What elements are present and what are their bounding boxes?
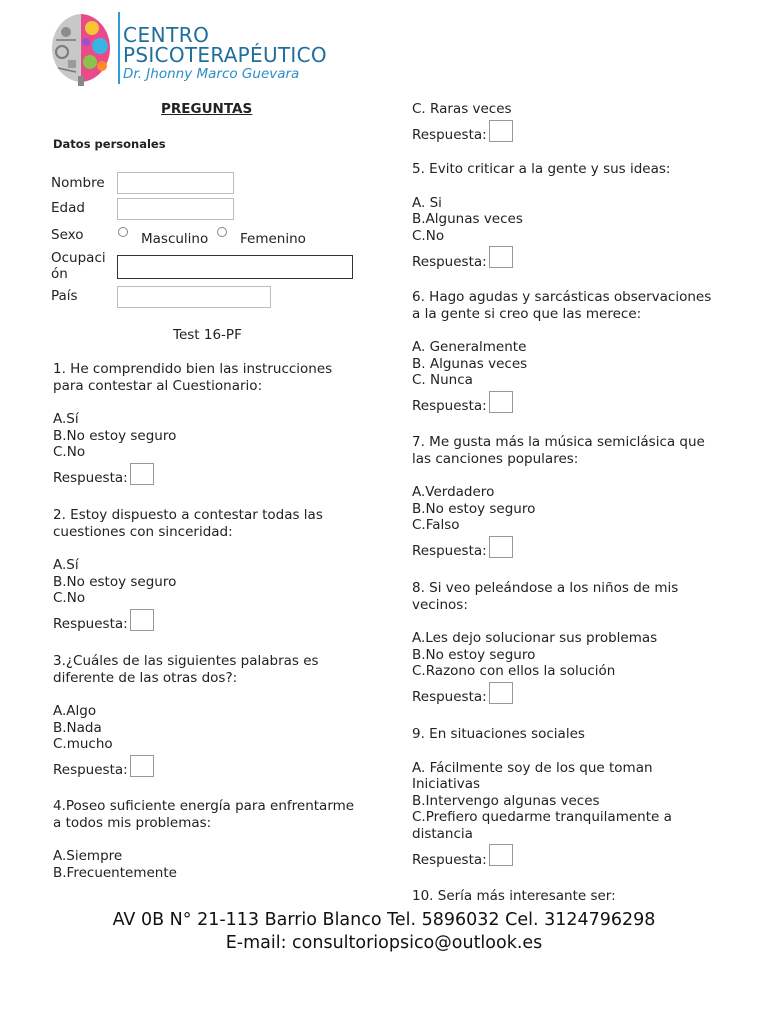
response-box-5[interactable] [489, 246, 513, 268]
option-c-continued: distancia [412, 825, 473, 842]
ocupacion-label [51, 250, 106, 282]
edad-field[interactable] [117, 198, 234, 220]
response-label: Respuesta: [53, 616, 128, 632]
response-label: Respuesta: [412, 398, 487, 414]
option-a: A. Generalmente [412, 339, 527, 355]
option-a-continued: Iniciativas [412, 776, 481, 792]
response-label: Respuesta: [53, 762, 128, 778]
option-b: B.No estoy seguro [53, 573, 177, 590]
option-c: C. Nunca [412, 372, 473, 388]
option-a: A.Les dejo solucionar sus problemas [412, 630, 658, 646]
response-box-6[interactable] [489, 391, 513, 413]
question-text: 4.Poseo suficiente energía para enfrentarme [53, 798, 355, 814]
question-9 [412, 726, 742, 868]
question-text: 6. Hago agudas y sarcásticas observaciones [412, 289, 712, 305]
question-4 [53, 798, 383, 881]
option-b: B.No estoy seguro [412, 646, 536, 663]
edad-label: Edad [51, 200, 85, 216]
response-box-3[interactable] [130, 755, 154, 777]
option-a: A. Fácilmente soy de los que toman [412, 759, 653, 776]
ocupacion-label-part1: Ocupaci [51, 250, 106, 266]
option-a: A. Si [412, 194, 442, 211]
question-1 [53, 361, 383, 487]
option-c: C.Prefiero quedarme tranquilamente a [412, 809, 672, 825]
question-8 [412, 580, 742, 706]
question-text: las canciones populares: [412, 450, 579, 467]
question-3 [53, 653, 383, 779]
question-4-continued [412, 101, 742, 144]
question-text: 10. Sería más interesante ser: [412, 888, 616, 904]
brand-line-1: CENTRO [123, 23, 210, 47]
ocupacion-label-part2: ón [51, 266, 68, 282]
logo-divider [118, 12, 120, 84]
question-text: 8. Si veo peleándose a los niños de mis [412, 580, 679, 596]
nombre-label: Nombre [51, 175, 105, 191]
pais-field[interactable] [117, 286, 271, 308]
option-a: A.Sí [53, 411, 79, 427]
option-b: B.No estoy seguro [53, 427, 177, 444]
response-label: Respuesta: [53, 470, 128, 486]
question-text: para contestar al Cuestionario: [53, 377, 263, 394]
option-b: B.Frecuentemente [53, 864, 177, 881]
question-text: 5. Evito criticar a la gente y sus ideas: [412, 161, 671, 177]
option-c: C.mucho [53, 736, 113, 752]
nombre-field[interactable] [117, 172, 234, 194]
option-a: A.Algo [53, 703, 97, 719]
test-title: Test 16-PF [173, 327, 242, 343]
question-text: 2. Estoy dispuesto a contestar todas las [53, 507, 323, 523]
page-title: PREGUNTAS [161, 101, 253, 117]
footer-address: AV 0B N° 21-113 Barrio Blanco Tel. 5896032 Cel. 3124796298 [112, 910, 656, 930]
option-c: C.No [412, 227, 445, 244]
question-text: vecinos: [412, 596, 468, 613]
pais-label: País [51, 288, 78, 304]
option-b: B.Intervengo algunas veces [412, 792, 600, 809]
response-box-2[interactable] [130, 609, 154, 631]
option-a: A.Siempre [53, 848, 123, 864]
footer-email: E-mail: consultoriopsico@outlook.es [225, 933, 543, 953]
response-label: Respuesta: [412, 543, 487, 559]
option-b: B. Algunas veces [412, 355, 528, 372]
question-7 [412, 434, 742, 560]
response-box-9[interactable] [489, 844, 513, 866]
masculino-label: Masculino [141, 231, 209, 247]
question-text: cuestiones con sinceridad: [53, 523, 233, 540]
sexo-label: Sexo [51, 227, 84, 243]
brand-line-2: PSICOTERAPÉUTICO [123, 43, 327, 67]
response-box-8[interactable] [489, 682, 513, 704]
femenino-radio[interactable] [217, 227, 227, 237]
option-c: C.No [53, 590, 86, 606]
option-b: B.No estoy seguro [412, 500, 536, 517]
response-label: Respuesta: [412, 127, 487, 143]
femenino-label: Femenino [240, 231, 306, 247]
option-a: A.Verdadero [412, 484, 495, 500]
option-c: C.No [53, 444, 86, 460]
personal-data-title: Datos personales [53, 137, 166, 151]
response-label: Respuesta: [412, 851, 487, 868]
response-label: Respuesta: [412, 253, 487, 270]
option-b: B.Algunas veces [412, 211, 523, 227]
option-c: C. Raras veces [412, 101, 512, 117]
question-text: 1. He comprendido bien las instrucciones [53, 361, 333, 377]
masculino-radio[interactable] [118, 227, 128, 237]
question-text: 7. Me gusta más la música semiclásica que [412, 434, 705, 450]
brand-line-3: Dr. Jhonny Marco Guevara [123, 66, 300, 82]
question-2 [53, 507, 383, 633]
question-10 [412, 888, 742, 905]
response-box-4[interactable] [489, 120, 513, 142]
ocupacion-field[interactable] [117, 255, 353, 279]
response-box-7[interactable] [489, 536, 513, 558]
option-c: C.Falso [412, 517, 460, 533]
option-b: B.Nada [53, 719, 102, 736]
question-6 [412, 289, 742, 415]
question-5 [412, 161, 742, 270]
question-text: 9. En situaciones sociales [412, 726, 585, 742]
question-text: a todos mis problemas: [53, 814, 212, 831]
option-c: C.Razono con ellos la solución [412, 663, 616, 679]
question-text: a la gente si creo que las merece: [412, 305, 642, 322]
option-a: A.Sí [53, 557, 79, 573]
response-box-1[interactable] [130, 463, 154, 485]
brain-logo-icon [48, 10, 114, 86]
response-label: Respuesta: [412, 689, 487, 705]
question-text: 3.¿Cuáles de las siguientes palabras es [53, 653, 319, 669]
question-text: diferente de las otras dos?: [53, 669, 238, 686]
